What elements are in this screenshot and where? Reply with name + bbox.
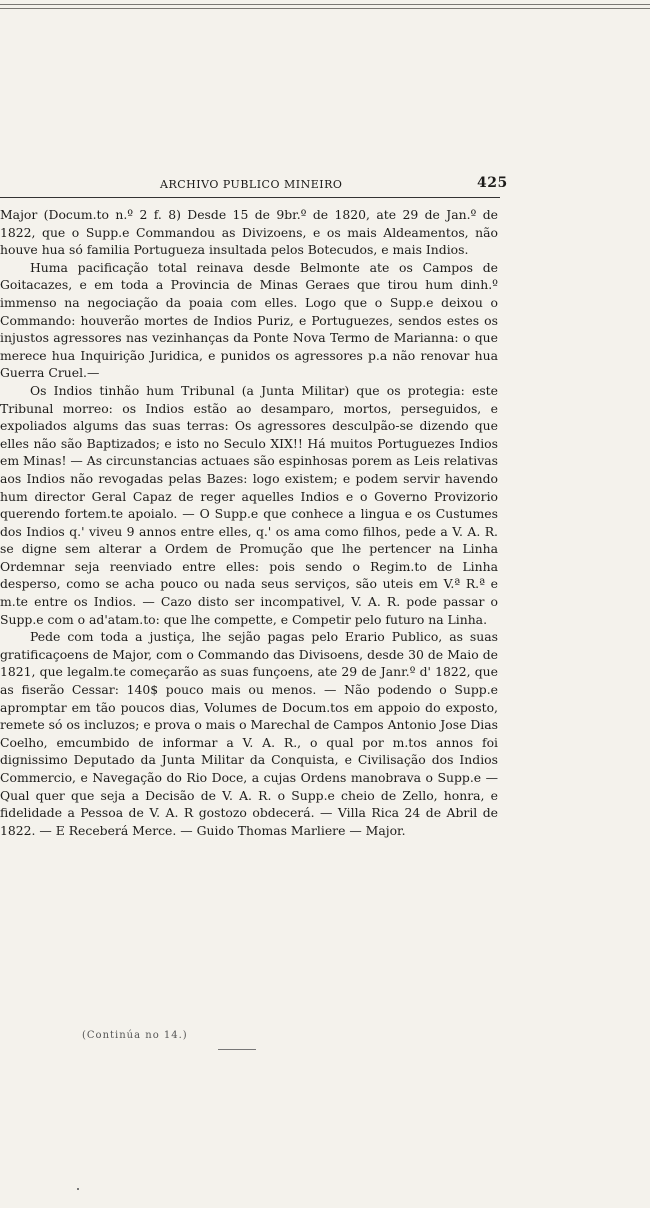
end-rule: [218, 1049, 256, 1050]
header-rule: [0, 197, 500, 198]
continuation-note: (Continúa no 14.): [82, 1030, 188, 1041]
scan-speck: [77, 1188, 79, 1190]
paragraph: Huma pacificação total reinava desde Belmonte ate os Campos de Goitacazes, e em toda a Provincia de Minas Geraes que tirou hum dinh.º immenso na negociação da poaia com elles. Logo que o Supp.e deixou o Commando: houverão mortes de Indios Puriz, e Portuguezes, sendos estes os injustos agressores nas vezinhanças da Ponte Nova Termo de Marianna: o que merece hua Inquirição Juridica, e punidos os agressores p.a não renovar hua Guerra Cruel.—: [0, 259, 498, 381]
running-title: ARCHIVO PUBLICO MINEIRO: [160, 178, 343, 191]
document-body: [0, 206, 498, 839]
page-number: 425: [477, 175, 508, 191]
top-border-line-inner: [0, 8, 650, 9]
paragraph: Os Indios tinhão hum Tribunal (a Junta Militar) que os protegia: este Tribunal morreo: os Indios estão ao desamparo, mortos, perseguidos, e expoliados algums das suas terras: Os agressores desculpão-se dizendo que elles não são Baptizados; e isto no Seculo XIX!! Há muitos Portuguezes Indios em Minas! — As circunstancias actuaes são espinhosas porem as Leis relativas aos Indios não revogadas pelas Bazes: logo existem; e podem servir havendo hum director Geral Capaz de reger aquelles Indios e o Governo Provizorio querendo fortem.te apoialo. — O Supp.e que conhece a lingua e os Custumes dos Indios q.' viveu 9 annos entre elles, q.' os ama como filhos, pede a V. A. R. se digne sem alterar a Ordem de Promução que lhe pertencer na Linha Ordemnar seja reenviado entre elles: pois sendo o Regim.to de Linha desperso, como se acha pouco ou nada seus serviços, são uteis em V.ª R.ª e m.te entre os Indios. — Cazo disto ser incompativel, V. A. R. pode passar o Supp.e com o ad'atam.to: que lhe compette, e Competir pelo futuro na Linha.: [0, 382, 498, 627]
paragraph: Major (Docum.to n.º 2 f. 8) Desde 15 de 9br.º de 1820, ate 29 de Jan.º de 1822, que o Supp.e Commandou as Divizoens, e os mais Aldeamentos, não houve hua só familia Portugueza insultada pelos Botecudos, e mais Indios.: [0, 207, 498, 258]
running-head: [0, 175, 508, 195]
top-border-line: [0, 4, 650, 5]
paragraph: Pede com toda a justiça, lhe sejão pagas pelo Erario Publico, as suas gratificaçoens de Major, com o Commando das Divisoens, desde 30 de Maio de 1821, que legalm.te começarão as suas funçoens, ate 29 de Janr.º d' 1822, que as fiserão Cessar: 140$ pouco mais ou menos. — Não podendo o Supp.e apromptar em tão poucos dias, Volumes de Docum.tos em appoio do exposto, remete só os incluzos; e prova o mais o Marechal de Campos Antonio Jose Dias Coelho, emcumbido de informar a V. A. R., o qual por m.tos annos foi dignissimo Deputado da Junta Militar da Conquista, e Civilisação dos Indios Commercio, e Navegação do Rio Doce, a cujas Ordens manobrava o Supp.e — Qual quer que seja a Decisão de V. A. R. o Supp.e cheio de Zello, honra, e fidelidade a Pessoa de V. A. R gostozo obdecerá. — Villa Rica 24 de Abril de 1822. — E Receberá Merce. — Guido Thomas Marliere — Major.: [0, 629, 498, 838]
